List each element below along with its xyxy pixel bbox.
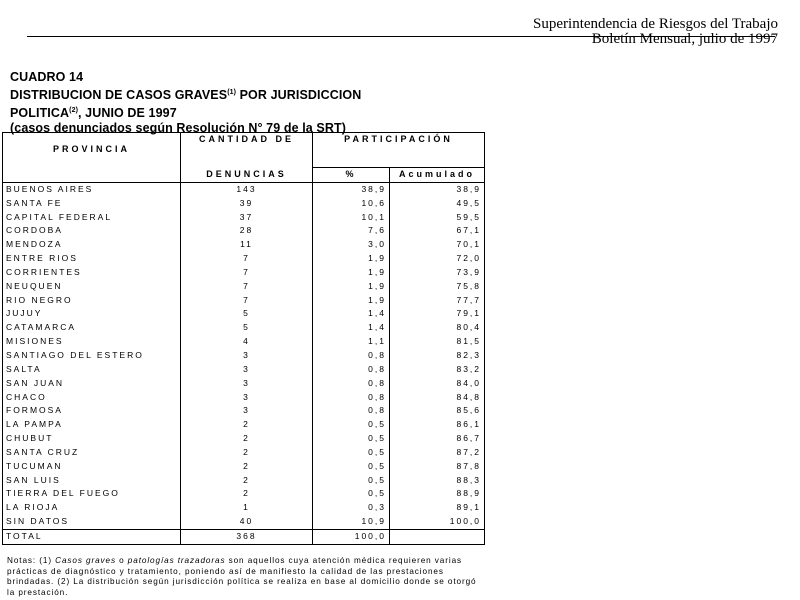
cell-denuncias: 3: [243, 391, 250, 402]
cell-denuncias: 11: [240, 239, 253, 250]
cell-pct: 0,5: [313, 487, 390, 501]
cell-denuncias: 7: [243, 266, 250, 277]
header-cantidad-top: CANTIDAD DE: [181, 133, 313, 147]
table-row: [3, 182, 485, 196]
table-row: [3, 377, 485, 391]
cell-provincia: MISIONES: [3, 335, 181, 349]
cell-pct: 0,5: [313, 432, 390, 446]
cell-pct: 0,3: [313, 501, 390, 515]
total-label: TOTAL: [3, 529, 181, 544]
cell-acumulado: 79,1: [390, 307, 485, 321]
cell-pct: 1,1: [313, 335, 390, 349]
cell-pct: 1,4: [313, 321, 390, 335]
total-denuncias: 368: [181, 529, 313, 544]
cell-acumulado: 82,3: [390, 349, 485, 363]
notes-text: son aquellos cuya atención médica requieren varias prácticas de diagnóstico y tratamiento, poniendo así de manifiesto la calidad de las prestaciones brindadas. (2) La distribución según jurisdicción política se realiza en base al domicilio donde se otorgó la prestación.: [7, 556, 477, 597]
cell-provincia: FORMOSA: [3, 404, 181, 418]
cell-denuncias: 3: [243, 405, 250, 416]
cell-pct: 38,9: [313, 182, 390, 196]
table-notes: [7, 556, 487, 598]
cell-provincia: LA PAMPA: [3, 418, 181, 432]
table-row: [3, 321, 485, 335]
table-row: [3, 335, 485, 349]
cell-provincia: CORRIENTES: [3, 266, 181, 280]
table-row: [3, 391, 485, 405]
cell-acumulado: 83,2: [390, 363, 485, 377]
cell-denuncias: 2: [243, 474, 250, 485]
header-participacion: PARTICIPACIÓN: [313, 133, 485, 147]
cell-acumulado: 84,0: [390, 377, 485, 391]
cell-denuncias: 2: [243, 419, 250, 430]
cell-acumulado: 70,1: [390, 238, 485, 252]
cell-denuncias: 5: [243, 308, 250, 319]
cell-pct: 10,1: [313, 211, 390, 225]
cell-provincia: SIN DATOS: [3, 515, 181, 529]
cell-pct: 0,5: [313, 418, 390, 432]
cell-denuncias: 2: [243, 446, 250, 457]
cell-acumulado: 77,7: [390, 294, 485, 308]
cell-pct: 10,9: [313, 515, 390, 529]
cell-provincia: TIERRA DEL FUEGO: [3, 487, 181, 501]
cell-acumulado: 87,2: [390, 446, 485, 460]
cell-denuncias: 2: [243, 433, 250, 444]
header-bulletin: Boletín Mensual, julio de 1997: [591, 31, 778, 47]
cell-provincia: NEUQUEN: [3, 280, 181, 294]
table-row: [3, 446, 485, 460]
cell-denuncias: 39: [239, 197, 254, 208]
cell-provincia: MENDOZA: [3, 238, 181, 252]
cell-pct: 0,8: [313, 391, 390, 405]
title-line-1: CUADRO 14: [10, 70, 84, 84]
cell-provincia: CAPITAL FEDERAL: [3, 211, 181, 225]
title-text: POR JURISDICCION: [236, 88, 362, 102]
header-spacer: [3, 167, 181, 182]
table-row: [3, 211, 485, 225]
total-acum: [390, 529, 485, 544]
cell-denuncias: 3: [243, 377, 250, 388]
cell-denuncias: 40: [239, 516, 254, 527]
cell-acumulado: 59,5: [390, 211, 485, 225]
cell-acumulado: 67,1: [390, 224, 485, 238]
cell-pct: 3,0: [313, 238, 390, 252]
cell-denuncias: 7: [243, 253, 250, 264]
footnote-ref: (1): [227, 89, 237, 96]
header-spacer: [313, 147, 390, 168]
cell-pct: 0,8: [313, 363, 390, 377]
cell-denuncias: 7: [243, 294, 250, 305]
header-divider: [27, 36, 775, 37]
header-spacer: [390, 147, 485, 168]
header-pct: %: [313, 167, 390, 182]
cell-acumulado: 72,0: [390, 252, 485, 266]
cell-denuncias: 7: [243, 280, 250, 291]
cell-denuncias: 143: [236, 183, 257, 194]
notes-text: o: [115, 556, 128, 565]
cell-denuncias: 5: [243, 322, 250, 333]
table-row: [3, 418, 485, 432]
cell-provincia: CHACO: [3, 391, 181, 405]
table-body: [3, 182, 485, 529]
cell-acumulado: 81,5: [390, 335, 485, 349]
cell-provincia: SALTA: [3, 363, 181, 377]
table-title: [10, 70, 361, 136]
cell-acumulado: 38,9: [390, 182, 485, 196]
cell-acumulado: 87,8: [390, 460, 485, 474]
cell-pct: 0,5: [313, 460, 390, 474]
cell-provincia: SANTA FE: [3, 197, 181, 211]
cell-provincia: JUJUY: [3, 307, 181, 321]
table-row: [3, 197, 485, 211]
cell-acumulado: 80,4: [390, 321, 485, 335]
cell-pct: 1,9: [313, 266, 390, 280]
cell-pct: 10,6: [313, 197, 390, 211]
table-row: [3, 460, 485, 474]
header-organization: Superintendencia de Riesgos del Trabajo: [533, 16, 778, 32]
cell-acumulado: 73,9: [390, 266, 485, 280]
cell-provincia: SANTIAGO DEL ESTERO: [3, 349, 181, 363]
table-row: [3, 224, 485, 238]
cell-provincia: CORDOBA: [3, 224, 181, 238]
table-row: [3, 501, 485, 515]
cell-provincia: TUCUMAN: [3, 460, 181, 474]
cell-acumulado: 86,7: [390, 432, 485, 446]
table-row: [3, 238, 485, 252]
table-row: [3, 280, 485, 294]
title-line-3: [10, 103, 361, 121]
footnote-ref: (2): [69, 107, 78, 114]
cell-pct: 0,8: [313, 404, 390, 418]
table-row: [3, 349, 485, 363]
cell-pct: 1,9: [313, 280, 390, 294]
cell-provincia: LA RIOJA: [3, 501, 181, 515]
title-line-2: [10, 85, 361, 103]
cell-provincia: CHUBUT: [3, 432, 181, 446]
cell-denuncias: 3: [243, 349, 250, 360]
cell-denuncias: 1: [243, 502, 250, 513]
header-acumulado: Acumulado: [390, 167, 485, 182]
cell-provincia: ENTRE RIOS: [3, 252, 181, 266]
cell-acumulado: 100,0: [390, 515, 485, 529]
cell-pct: 0,8: [313, 377, 390, 391]
cases-table: [2, 132, 485, 545]
cell-pct: 7,6: [313, 224, 390, 238]
cell-denuncias: 37: [239, 211, 254, 222]
report-header: [533, 17, 778, 47]
cell-provincia: SANTA CRUZ: [3, 446, 181, 460]
cell-pct: 0,8: [313, 349, 390, 363]
table-row: [3, 252, 485, 266]
cell-acumulado: 88,9: [390, 487, 485, 501]
table-row: [3, 432, 485, 446]
header-denuncias: DENUNCIAS: [181, 167, 313, 182]
cell-denuncias: 4: [243, 336, 250, 347]
cell-acumulado: 88,3: [390, 474, 485, 488]
cell-denuncias: 3: [243, 363, 250, 374]
cell-pct: 1,4: [313, 307, 390, 321]
notes-prefix: Notas: (1): [7, 556, 56, 565]
cell-pct: 0,5: [313, 474, 390, 488]
cell-denuncias: 28: [239, 225, 254, 236]
title-line-4: (casos denunciados según Resolución N° 79 de la SRT): [10, 121, 346, 135]
header-spacer: [181, 147, 313, 168]
cell-acumulado: 86,1: [390, 418, 485, 432]
table-row: [3, 363, 485, 377]
total-row: [3, 529, 485, 544]
notes-term: Casos graves: [55, 556, 116, 565]
title-text: DISTRIBUCION DE CASOS GRAVES: [10, 88, 228, 102]
table-row: [3, 515, 485, 529]
cell-acumulado: 75,8: [390, 280, 485, 294]
title-text: , JUNIO DE 1997: [78, 106, 177, 120]
cell-denuncias: 2: [243, 460, 250, 471]
cell-pct: 1,9: [313, 252, 390, 266]
title-text: POLITICA: [10, 106, 70, 120]
table-row: [3, 266, 485, 280]
table-row: [3, 474, 485, 488]
cell-denuncias: 2: [243, 488, 250, 499]
table-row: [3, 404, 485, 418]
cell-acumulado: 85,6: [390, 404, 485, 418]
cell-acumulado: 89,1: [390, 501, 485, 515]
cell-pct: 1,9: [313, 294, 390, 308]
cell-acumulado: 84,8: [390, 391, 485, 405]
table-row: [3, 294, 485, 308]
cell-provincia: SAN LUIS: [3, 474, 181, 488]
cell-provincia: RIO NEGRO: [3, 294, 181, 308]
cell-provincia: CATAMARCA: [3, 321, 181, 335]
header-provincia: PROVINCIA: [3, 133, 181, 168]
cell-provincia: SAN JUAN: [3, 377, 181, 391]
total-pct: 100,0: [313, 529, 390, 544]
notes-term: patologías trazadoras: [127, 556, 226, 565]
cell-pct: 0,5: [313, 446, 390, 460]
cell-provincia: BUENOS AIRES: [3, 182, 181, 196]
cell-acumulado: 49,5: [390, 197, 485, 211]
table-row: [3, 307, 485, 321]
table-row: [3, 487, 485, 501]
